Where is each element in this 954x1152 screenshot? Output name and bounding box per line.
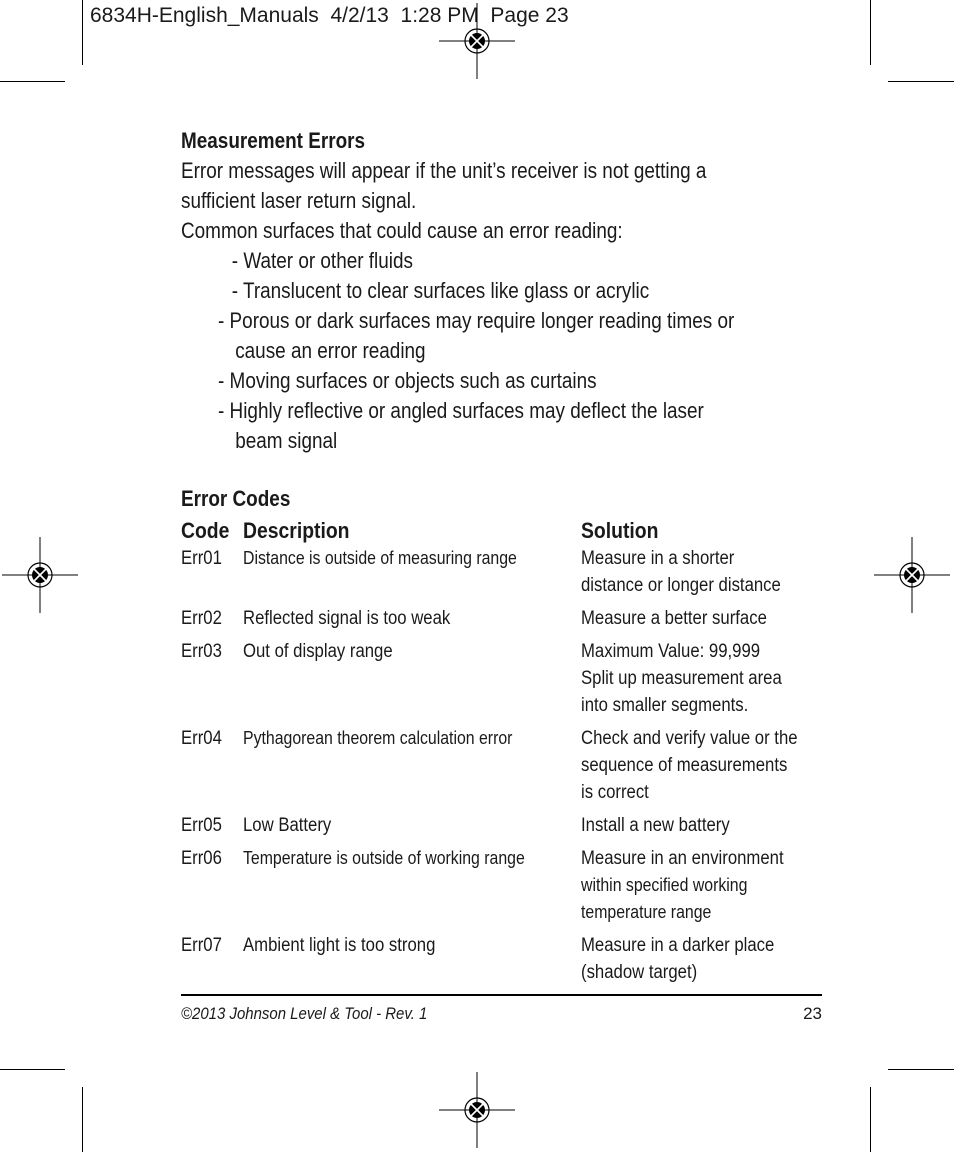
solution-line: into smaller segments. xyxy=(581,695,749,716)
list-item-text: - Porous or dark surfaces may require longer reading times or xyxy=(218,308,735,333)
error-codes-heading: Error Codes xyxy=(181,486,291,511)
solution-line: Maximum Value: 99,999 xyxy=(581,641,761,662)
error-solution-cell xyxy=(581,812,823,845)
common-surfaces-text: Common surfaces that could cause an error reading: xyxy=(181,218,623,243)
column-header-solution: Solution xyxy=(581,518,659,543)
solution-line: temperature range xyxy=(581,902,712,922)
crop-mark xyxy=(870,1087,871,1152)
solution-line: Measure in a shorter xyxy=(581,548,735,569)
page-number: 23 xyxy=(803,1004,822,1023)
table-row xyxy=(181,725,823,812)
copyright-text: ©2013 Johnson Level & Tool - Rev. 1 xyxy=(181,1004,428,1023)
print-slug: 6834H-English_Manuals 4/2/13 1:28 PM Page 23 xyxy=(90,4,569,27)
solution-line: (shadow target) xyxy=(581,962,698,983)
list-item-text: - Translucent to clear surfaces like glass or acrylic xyxy=(231,278,650,303)
page-content xyxy=(181,126,823,992)
measurement-errors-heading: Measurement Errors xyxy=(181,128,366,153)
error-solution-cell xyxy=(581,638,823,725)
crop-mark xyxy=(0,81,65,82)
error-description-cell: Low Battery xyxy=(243,815,332,836)
crop-mark xyxy=(82,0,83,65)
table-header-row xyxy=(181,516,823,545)
registration-mark-icon xyxy=(0,535,80,615)
error-solution-cell xyxy=(581,725,823,812)
list-item-text: - Water or other fluids xyxy=(231,248,413,273)
list-item xyxy=(218,306,794,366)
column-header-code: Code xyxy=(181,518,230,543)
solution-line: is correct xyxy=(581,782,649,803)
crop-mark xyxy=(870,0,871,65)
registration-mark-icon xyxy=(437,1,517,81)
error-description-cell: Ambient light is too strong xyxy=(243,935,436,956)
crop-mark xyxy=(888,1069,954,1070)
table-row xyxy=(181,812,823,845)
list-item xyxy=(218,366,794,396)
solution-line: Split up measurement area xyxy=(581,668,782,689)
list-item xyxy=(218,246,808,276)
list-item xyxy=(218,276,808,306)
list-item xyxy=(218,396,794,456)
error-code-cell: Err04 xyxy=(181,728,222,749)
error-code-cell: Err06 xyxy=(181,848,222,869)
error-solution-cell xyxy=(581,932,823,992)
solution-line: Measure a better surface xyxy=(581,608,767,629)
table-row xyxy=(181,932,823,992)
solution-line: Check and verify value or the xyxy=(581,728,798,749)
registration-mark-icon xyxy=(872,535,952,615)
solution-line: distance or longer distance xyxy=(581,575,781,596)
error-codes-table xyxy=(181,516,823,992)
solution-line: Install a new battery xyxy=(581,815,730,836)
error-code-cell: Err01 xyxy=(181,548,222,569)
solution-line: Measure in a darker place xyxy=(581,935,775,956)
error-code-cell: Err03 xyxy=(181,641,222,662)
table-row xyxy=(181,545,823,605)
crop-mark xyxy=(888,81,954,82)
error-description-cell: Distance is outside of measuring range xyxy=(243,548,517,568)
measurement-errors-intro-line: sufficient laser return signal. xyxy=(181,188,417,213)
list-item-continuation: cause an error reading xyxy=(235,338,426,363)
table-row xyxy=(181,845,823,932)
list-item-continuation: beam signal xyxy=(235,428,338,453)
measurement-errors-section xyxy=(181,126,823,456)
list-item-text: - Moving surfaces or objects such as curtains xyxy=(218,368,597,393)
error-solution-cell xyxy=(581,545,823,605)
error-code-cell: Err05 xyxy=(181,815,222,836)
registration-mark-icon xyxy=(437,1070,517,1150)
crop-mark xyxy=(0,1069,65,1070)
error-codes-section xyxy=(181,484,823,992)
error-solution-cell xyxy=(581,845,823,932)
surface-list xyxy=(181,246,823,456)
error-description-cell: Reflected signal is too weak xyxy=(243,608,451,629)
table-row xyxy=(181,638,823,725)
list-item-text: - Highly reflective or angled surfaces may deflect the laser xyxy=(218,398,704,423)
column-header-description: Description xyxy=(243,518,350,543)
error-code-cell: Err02 xyxy=(181,608,222,629)
measurement-errors-intro-line: Error messages will appear if the unit’s receiver is not getting a xyxy=(181,158,707,183)
error-description-cell: Temperature is outside of working range xyxy=(243,848,525,868)
error-description-cell: Pythagorean theorem calculation error xyxy=(243,728,513,748)
solution-line: Measure in an environment xyxy=(581,848,784,869)
crop-mark xyxy=(82,1087,83,1152)
error-description-cell: Out of display range xyxy=(243,641,393,662)
solution-line: within specified working xyxy=(581,875,748,895)
error-code-cell: Err07 xyxy=(181,935,222,956)
table-row xyxy=(181,605,823,638)
solution-line: sequence of measurements xyxy=(581,755,788,776)
error-solution-cell xyxy=(581,605,823,638)
page-footer xyxy=(181,994,822,1023)
